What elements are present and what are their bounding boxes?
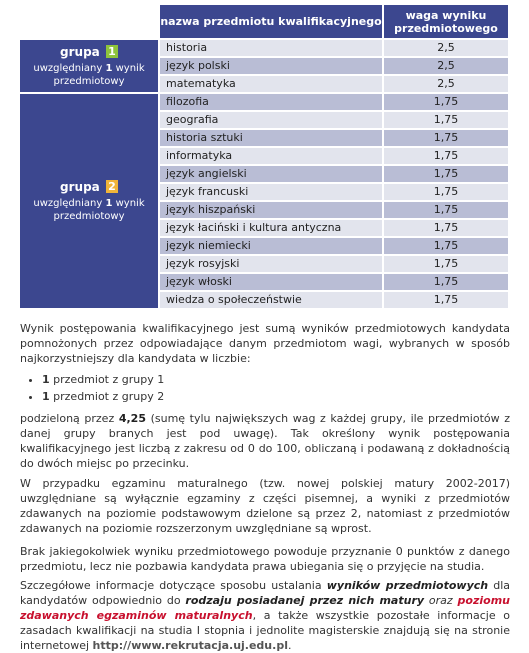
weight-cell: 1,75 [382, 146, 508, 164]
paragraph-intro: Wynik postępowania kwalifikacyjnego jest sumą wyników przedmiotowych kandydata pomnożonych przez odpowiadające danym przedmiotom wagi, wybranych w sposób najkorzystniejszy dla kandydata w liczbie: [20, 322, 510, 365]
divisor-post: (sumę tylu największych wag z każdej grupy, ile przedmiotów z danej grupy branych jest pod uwagę). Tak określony wynik postępowania kwalifikacyjnego jest liczbą z zakresu od 0 do 100, obliczaną i podawaną z dokładnością do dwóch miejsc po przecinku. [20, 412, 510, 470]
details-p5: . [287, 639, 292, 652]
group-number-badge: 2 [106, 180, 118, 193]
bullet-item [42, 388, 522, 405]
subject-cell: historia [158, 38, 382, 56]
subject-cell: język rosyjski [158, 254, 382, 272]
weight-cell: 2,5 [382, 38, 508, 56]
weight-cell: 1,75 [382, 92, 508, 110]
weight-cell: 1,75 [382, 254, 508, 272]
bullet-num: 1 [42, 390, 50, 403]
group-desc [20, 62, 158, 88]
header-weight: waga wyniku przedmiotowego [382, 5, 508, 38]
paragraph-divisor [20, 411, 510, 471]
subject-cell: język łaciński i kultura antyczna [158, 218, 382, 236]
group-cell-1 [20, 38, 158, 92]
group-desc-pre: uwzględniany [33, 62, 103, 74]
weight-cell: 1,75 [382, 200, 508, 218]
subject-cell: wiedza o społeczeństwie [158, 290, 382, 308]
subject-cell: język angielski [158, 164, 382, 182]
group-number-badge: 1 [106, 45, 118, 58]
group-desc-post: wynik przedmiotowy [53, 197, 145, 222]
subject-cell: matematyka [158, 74, 382, 92]
group-desc [20, 197, 158, 223]
weight-cell: 1,75 [382, 182, 508, 200]
header-blank-cell [20, 5, 158, 38]
details-em1: wyników przedmiotowych [326, 579, 489, 592]
divisor-value: 4,25 [118, 412, 146, 425]
subject-cell: historia sztuki [158, 128, 382, 146]
subject-cell: język polski [158, 56, 382, 74]
header-subject: nazwa przedmiotu kwalifikacyjnego [158, 5, 382, 38]
details-p4: , a także wszystkie pozostałe informacje o zasadach kwalifikacji na studia I stopnia i jednolite magisterskie znajdują się na stronie internetowej [20, 609, 511, 652]
details-p1: Szczegółowe informacje dotyczące sposobu ustalania [20, 579, 322, 592]
group-desc-num: 1 [105, 197, 113, 209]
subject-cell: język włoski [158, 272, 382, 290]
group-label: grupa [60, 44, 100, 59]
details-em3: poziomu zdawanych egzaminów maturalnych [20, 594, 511, 622]
subject-cell: filozofia [158, 92, 382, 110]
details-em2: rodzaju posiadanej przez nich matury [185, 594, 425, 607]
group-cell-2 [20, 92, 158, 308]
subject-cell: język francuski [158, 182, 382, 200]
details-p2: dla kandydatów odpowiednio do [20, 579, 511, 607]
subject-cell: język hiszpański [158, 200, 382, 218]
group-title [20, 45, 158, 59]
subject-cell: język niemiecki [158, 236, 382, 254]
paragraph-details [20, 578, 510, 653]
bullet-text: przedmiot z grupy 2 [53, 390, 165, 403]
bullet-list [20, 371, 522, 405]
weights-table [20, 5, 508, 308]
subject-cell: informatyka [158, 146, 382, 164]
group-desc-num: 1 [105, 62, 113, 74]
group-desc-pre: uwzględniany [33, 197, 103, 209]
table-header-row [20, 5, 508, 38]
group-title [20, 180, 158, 194]
weight-cell: 1,75 [382, 128, 508, 146]
weight-cell: 2,5 [382, 56, 508, 74]
rekrutacja-link[interactable]: http://www.rekrutacja.uj.edu.pl [92, 639, 288, 652]
details-p3: oraz [428, 594, 453, 607]
bullet-num: 1 [42, 373, 50, 386]
paragraph-matura: W przypadku egzaminu maturalnego (tzw. nowej polskiej matury 2002-2017) uwzględniane są wyłącznie egzaminy z części pisemnej, a wyniki z przedmiotów zdawanych na poziomie podstawowym dzielone są przez 2, natomiast z przedmiotów zdawanych na poziomie rozszerzonym uwzględniane są wprost. [20, 477, 510, 535]
divisor-pre: podzieloną przez [20, 412, 115, 425]
table-body [20, 38, 508, 308]
subject-cell: geografia [158, 110, 382, 128]
weight-cell: 1,75 [382, 218, 508, 236]
group-label: grupa [60, 179, 100, 194]
paragraph-no-result: Brak jakiegokolwiek wyniku przedmiotowego powoduje przyznanie 0 punktów z danego przedmiotu, lecz nie pozbawia kandydata prawa ubiegania się o przyjęcie na studia. [20, 545, 510, 573]
table-row [20, 92, 508, 110]
weight-cell: 1,75 [382, 272, 508, 290]
weight-cell: 2,5 [382, 74, 508, 92]
bullet-text: przedmiot z grupy 1 [53, 373, 165, 386]
weight-cell: 1,75 [382, 164, 508, 182]
bullet-item [42, 371, 522, 388]
weight-cell: 1,75 [382, 236, 508, 254]
group-desc-post: wynik przedmiotowy [53, 62, 145, 87]
table-row [20, 38, 508, 56]
weight-cell: 1,75 [382, 110, 508, 128]
weight-cell: 1,75 [382, 290, 508, 308]
